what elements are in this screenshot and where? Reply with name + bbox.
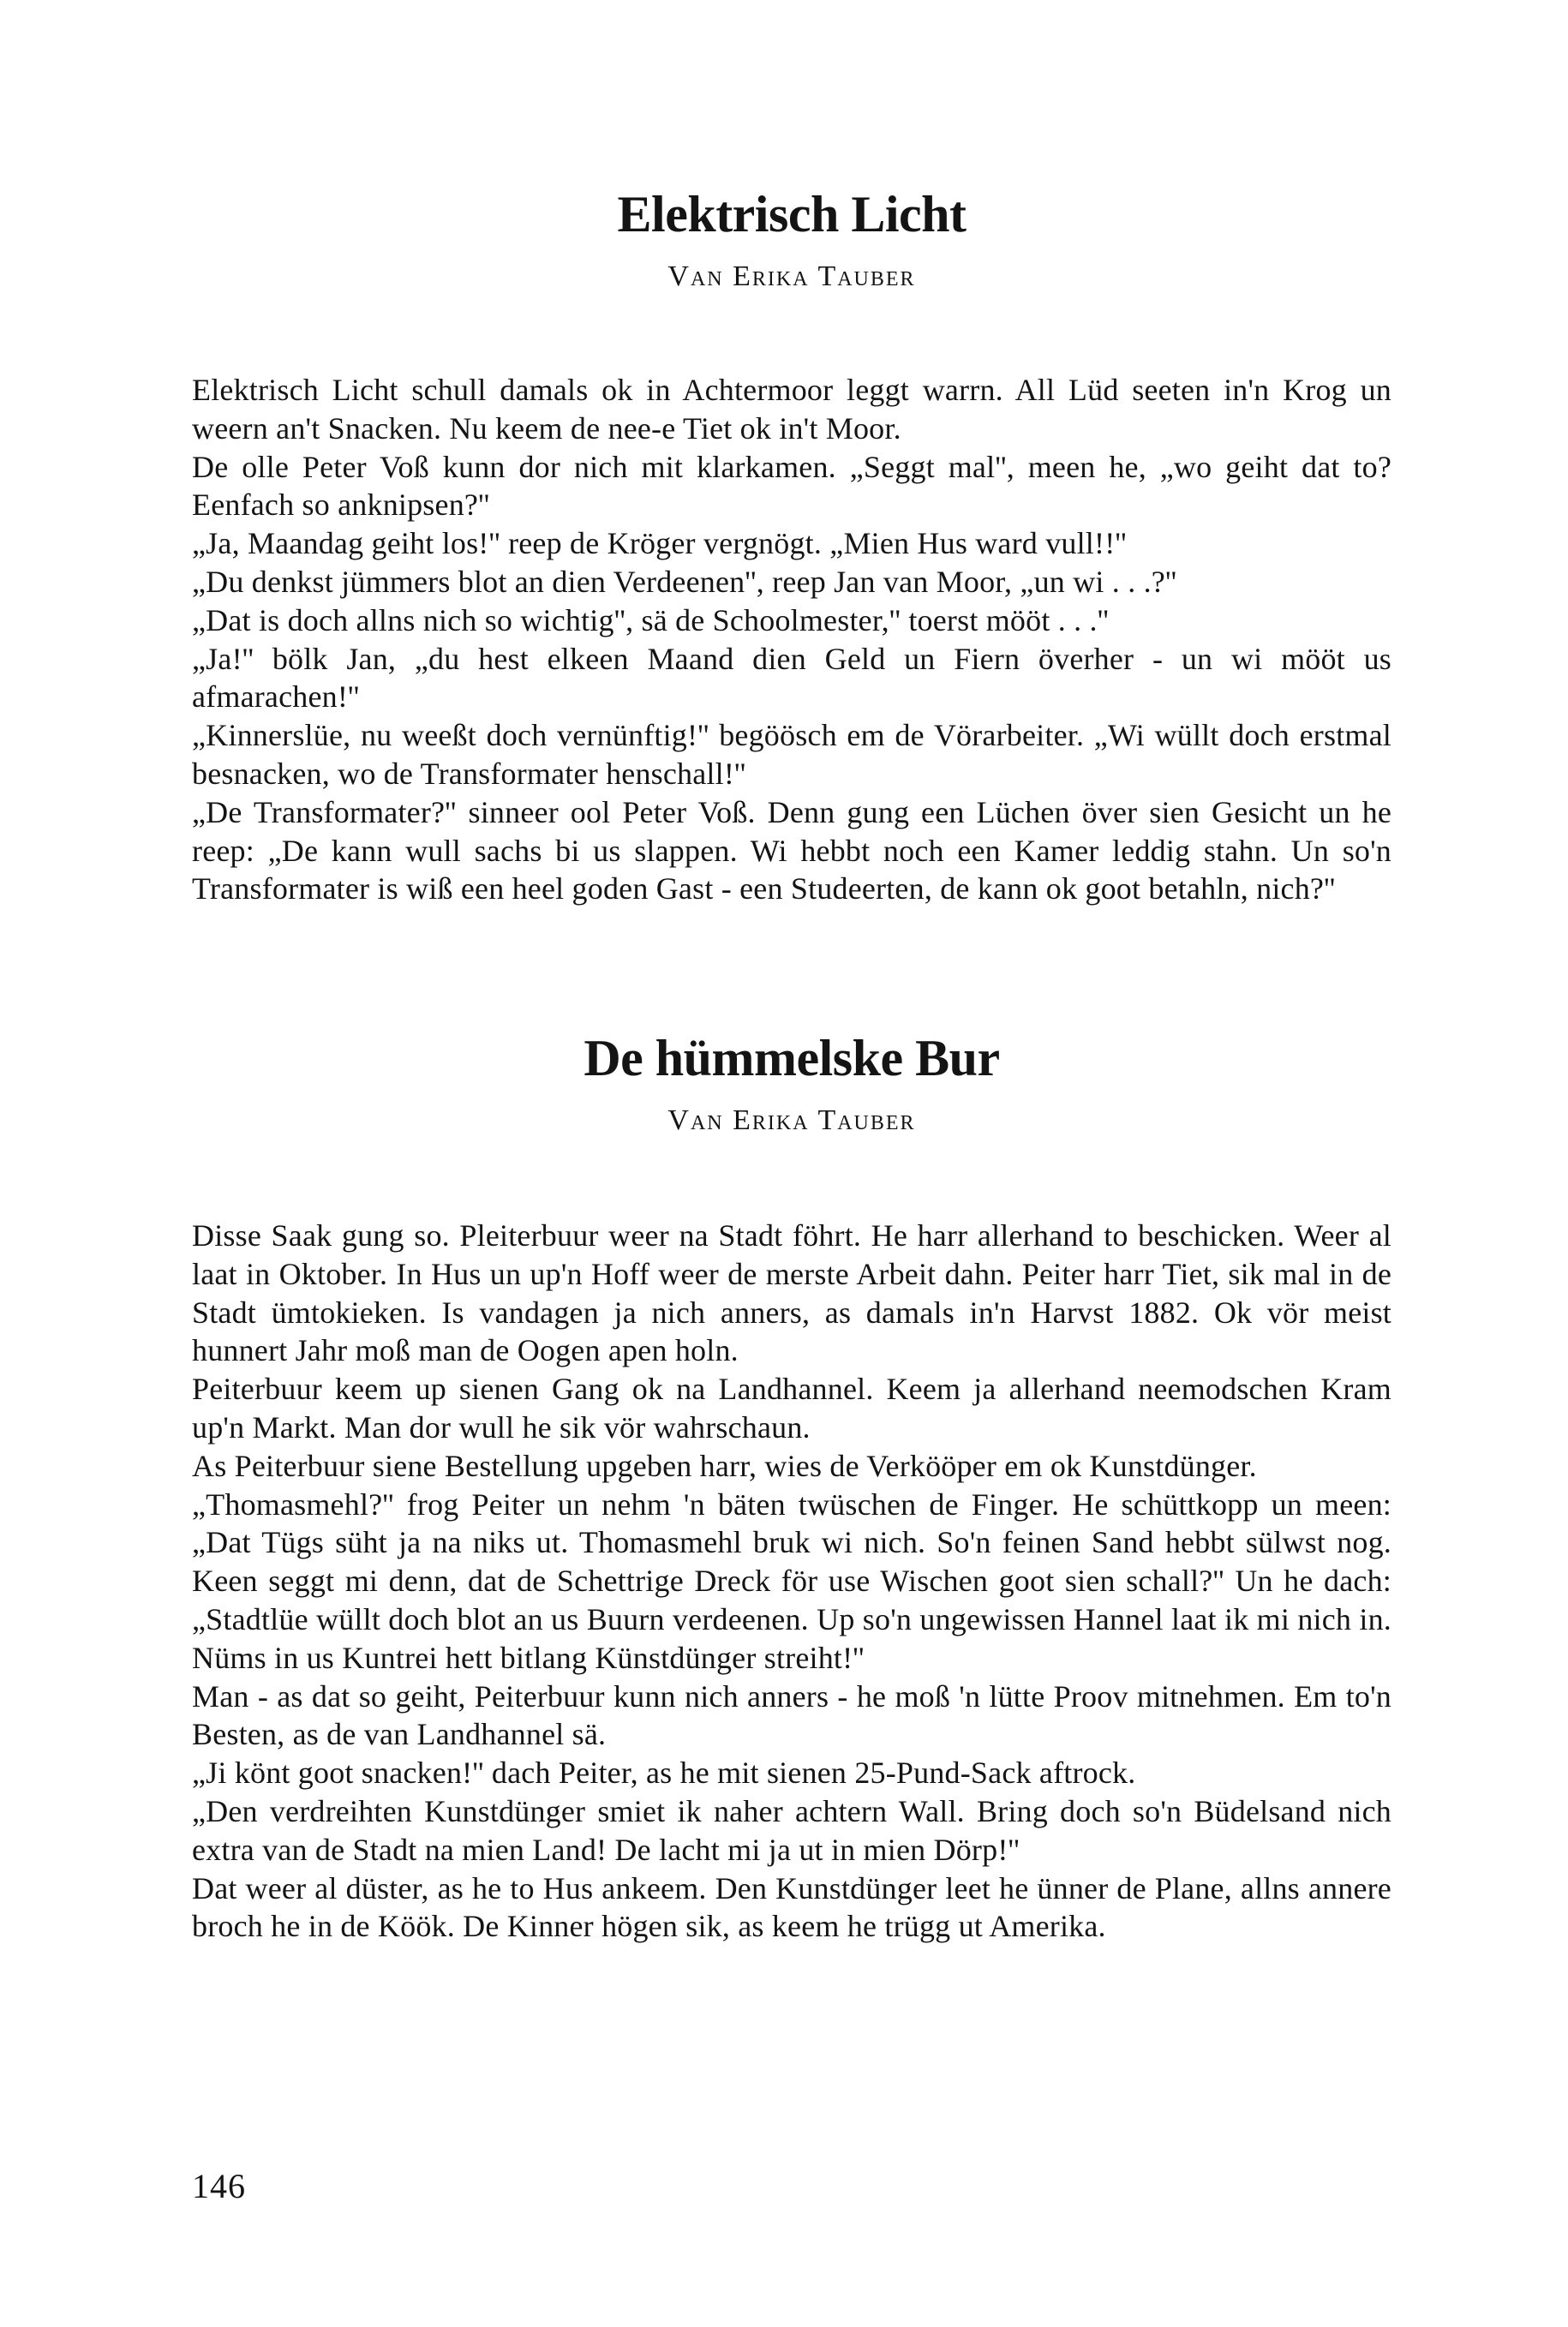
story-author: Van Erika Tauber: [667, 260, 916, 292]
paragraph: „Den verdreihten Kunstdünger smiet ik naher achtern Wall. Bring doch so'n Büdelsand nich extra van de Stadt na mien Land! De lacht mi ja ut in mien Dörp!'': [192, 1793, 1391, 1867]
paragraph: „Du denkst jümmers blot an dien Verdeenen'', reep Jan van Moor, „un wi . . .?'': [192, 564, 1177, 599]
story-title: Elektrisch Licht: [617, 186, 967, 242]
paragraph: Peiterbuur keem up sienen Gang ok na Landhannel. Keem ja allerhand neemodschen Kram up'n Markt. Man dor wull he sik vör wahrschaun.: [192, 1372, 1391, 1445]
paragraph: „Ji könt goot snacken!'' dach Peiter, as he mit sienen 25-Pund-Sack aftrock.: [192, 1756, 1136, 1791]
story-de-huemmelske-bur: [192, 1028, 1391, 1946]
story-author: Van Erika Tauber: [667, 1104, 916, 1136]
book-page: [192, 0, 1391, 2327]
story-title: De hümmelske Bur: [584, 1030, 1000, 1086]
paragraph: „De Transformater?'' sinneer ool Peter Voß. Denn gung een Lüchen över sien Gesicht un he reep: „De kann wull sachs bi us slappen. Wi hebbt noch een Kamer leddig stahn. Un so'n Transformater is wiß een heel goden Gast - een Studeerten, de kann ok goot betahln, nich?'': [192, 794, 1391, 906]
story-body: [192, 1217, 1391, 1946]
paragraph: As Peiterbuur siene Bestellung upgeben harr, wies de Verkööper em ok Kunstdünger.: [192, 1448, 1257, 1483]
paragraph: „Thomasmehl?'' frog Peiter un nehm 'n bäten twüschen de Finger. He schüttkopp un meen: „Dat Tügs süht ja na niks ut. Thomasmehl bruk wi nich. So'n feinen Sand hebbt sülwst nog. Keen seggt mi denn, dat de Schettrige Dreck för use Wischen goot sien schall?'' Un he dach: „Stadtlüe wüllt doch blot an us Buurn verdeenen. Up so'n ungewissen Hannel laat ik mi nich in. Nüms in us Kuntrei hett bitlang Künstdünger streiht!'': [192, 1487, 1391, 1675]
paragraph: „Ja, Maandag geiht los!'' reep de Kröger vergnögt. „Mien Hus ward vull!!'': [192, 526, 1127, 561]
story-body: [192, 371, 1391, 908]
paragraph: Dat weer al düster, as he to Hus ankeem. Den Kunstdünger leet he ünner de Plane, allns annere broch he in de Köök. De Kinner högen sik, as keem he trügg ut Amerika.: [192, 1870, 1391, 1944]
paragraph: „Ja!'' bölk Jan, „du hest elkeen Maand dien Geld un Fiern överher - un wi mööt us afmarachen!'': [192, 641, 1391, 715]
paragraph: De olle Peter Voß kunn dor nich mit klarkamen. „Seggt mal'', meen he, „wo geiht dat to? Eenfach so anknipsen?'': [192, 449, 1391, 523]
paragraph: Elektrisch Licht schull damals ok in Achtermoor leggt warrn. All Lüd seeten in'n Krog un weern an't Snacken. Nu keem de nee-e Tiet ok in't Moor.: [192, 373, 1391, 446]
paragraph: „Dat is doch allns nich so wichtig'', sä de Schoolmester,'' toerst mööt . . .'': [192, 602, 1110, 637]
paragraph: Man - as dat so geiht, Peiterbuur kunn nich anners - he moß 'n lütte Proov mitnehmen. Em to'n Besten, as de van Landhannel sä.: [192, 1678, 1391, 1752]
paragraph: „Kinnerslüe, nu weeßt doch vernünftig!'' begöösch em de Vörarbeiter. „Wi wüllt doch erstmal besnacken, wo de Transformater henschall!'': [192, 718, 1391, 791]
page-number: 146: [192, 2167, 246, 2205]
story-elektrisch-licht: [192, 184, 1391, 908]
paragraph: Disse Saak gung so. Pleiterbuur weer na Stadt föhrt. He harr allerhand to beschicken. Weer al laat in Oktober. In Hus un up'n Hoff weer de merste Arbeit dahn. Peiter harr Tiet, sik mal in de Stadt ümtokieken. Is vandagen ja nich anners, as damals in'n Harvst 1882. Ok vör meist hunnert Jahr moß man de Oogen apen holn.: [192, 1218, 1391, 1368]
